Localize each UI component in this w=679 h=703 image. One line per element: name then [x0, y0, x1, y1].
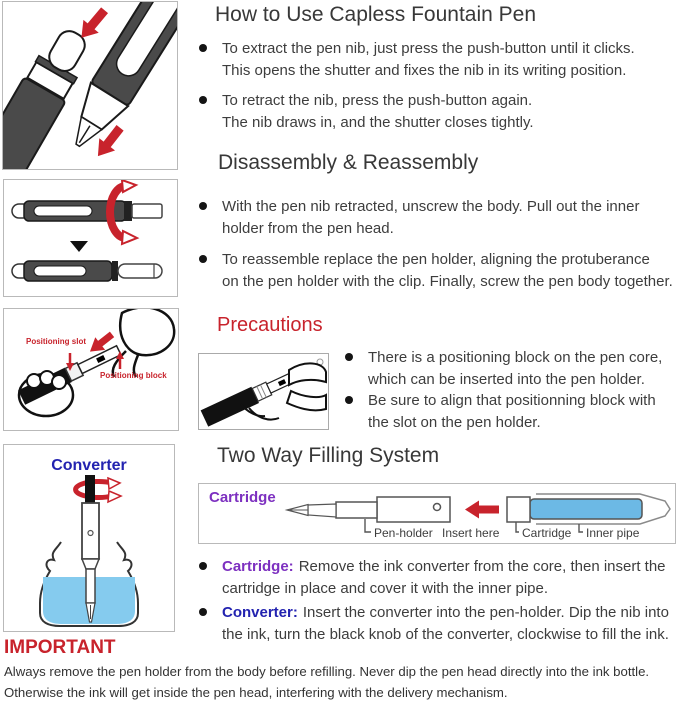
positioning-slot-label: Positioning slot	[26, 337, 86, 346]
important-note: Always remove the pen holder from the body before refilling. Never dip the pen head directly into the ink bottle. Otherwise the ink will get inside the pen head, interfering with the delivery mechanism.	[4, 664, 650, 700]
pen-holder-label: Pen-holder	[374, 526, 433, 540]
unscrew-body-drawing	[4, 180, 177, 296]
converter-bullet: Converter: Insert the converter into the pen-holder. Dip the nib into the ink, turn the black knob of the converter, clockwise to fill the ink.	[199, 602, 669, 645]
disassembly-bullet-1: With the pen nib retracted, unscrew the body. Pull out the inner holder from the pen head.	[199, 196, 639, 239]
cartridge-diagram	[198, 483, 676, 544]
cartridge-label: Cartridge	[522, 526, 572, 540]
cartridge-shape	[530, 499, 642, 519]
precautions-section-title: Precautions	[217, 314, 323, 336]
converter-illustration-title: Converter	[51, 457, 127, 474]
usage-bullet-1: To extract the pen nib, just press the push-button until it clicks. This opens the shutter and fixes the nib in its writing position.	[199, 38, 635, 81]
cartridge-cap-shape	[507, 497, 530, 522]
converter-lead: Converter:	[222, 604, 298, 621]
cartridge-lead: Cartridge:	[222, 558, 294, 575]
unscrew-body-illustration	[3, 179, 178, 297]
insert-here-arrow-icon	[465, 501, 499, 519]
important-heading: IMPORTANT	[4, 637, 116, 658]
converter-knob	[85, 475, 95, 503]
usage-section-title: How to Use Capless Fountain Pen	[215, 3, 536, 26]
bullet-dot	[345, 353, 353, 361]
disassembly-bullet-2: To reassemble replace the pen holder, aligning the protuberance on the pen holder with the clip. Finally, screw the pen body together.	[199, 249, 673, 292]
bullet-dot	[199, 202, 207, 210]
cartridge-bullet: Cartridge: Remove the ink converter from the core, then insert the cartridge in place and cover it with the inner pipe.	[199, 556, 666, 599]
diagram-heading: Cartridge	[209, 489, 276, 506]
positioning-drawing	[4, 309, 178, 430]
precautions-bullet-2: Be sure to align that positionning block with the slot on the pen holder.	[345, 390, 656, 433]
pen-extend-retract-illustration	[2, 1, 178, 170]
bullet-dot	[199, 562, 207, 570]
bullet-dot	[345, 396, 353, 404]
precaution-hand-drawing	[199, 354, 328, 429]
positioning-illustration	[3, 308, 179, 431]
bullet-dot	[199, 255, 207, 263]
bullet-dot	[199, 44, 207, 52]
pen-extend-retract-drawing	[3, 2, 177, 169]
converter-filling-illustration	[3, 444, 175, 632]
precaution-hand-illustration	[198, 353, 329, 430]
positioning-block-label: Positioning block	[100, 371, 167, 380]
usage-bullet-2: To retract the nib, press the push-button again. The nib draws in, and the shutter closes tightly.	[199, 90, 534, 133]
down-triangle-icon	[70, 241, 88, 252]
filling-section-title: Two Way Filling System	[217, 444, 440, 467]
insert-here-label: Insert here	[442, 526, 500, 540]
disassembly-section-title: Disassembly & Reassembly	[218, 151, 479, 174]
inner-pipe-label: Inner pipe	[586, 526, 640, 540]
precautions-bullet-1: There is a positioning block on the pen core, which can be inserted into the pen holder.	[345, 347, 662, 390]
bullet-dot	[199, 96, 207, 104]
bullet-dot	[199, 608, 207, 616]
